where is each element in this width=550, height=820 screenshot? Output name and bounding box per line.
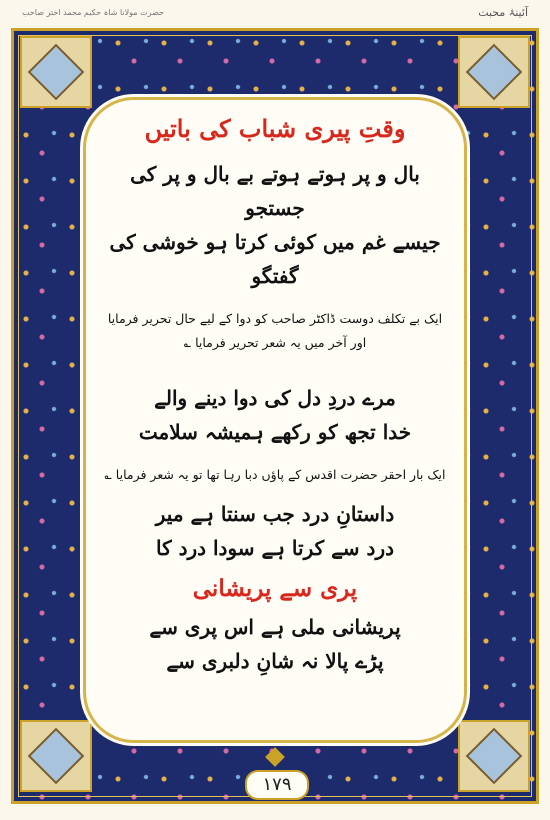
verse-line: درد سے کرتا ہے سودا درد کا bbox=[155, 536, 395, 560]
corner-medallion-top-left bbox=[20, 36, 92, 108]
corner-medallion-top-right bbox=[458, 36, 530, 108]
verse-line: مرے دردِ دل کی دوا دینے والے bbox=[154, 386, 396, 410]
verse-line: پریشانی ملی ہے اس پری سے bbox=[149, 615, 401, 639]
verse-line: پڑے پالا نہ شانِ دلبری سے bbox=[166, 649, 384, 673]
verse-line: خدا تجھ کو رکھے ہمیشہ سلامت bbox=[138, 420, 412, 444]
sub-heading: پری سے پریشانی bbox=[192, 575, 358, 602]
page-content bbox=[104, 110, 446, 678]
running-header-title: آئینۂ محبت bbox=[478, 6, 528, 19]
corner-medallion-bottom-left bbox=[20, 720, 92, 792]
verse-line: جیسے غم میں کوئی کرتا ہو خوشی کی گفتگو bbox=[109, 230, 441, 288]
verse-line: بال و پر ہوتے ہوتے بے بال و پر کی جستجو bbox=[130, 162, 420, 220]
verse-line: داستانِ درد جب سنتا ہے میر bbox=[155, 502, 395, 526]
prose-paragraph: ایک بار احقر حضرت اقدس کے پاؤں دبا رہا تھا تو یہ شعر فرمایا ؎ bbox=[104, 467, 446, 482]
corner-medallion-bottom-right bbox=[458, 720, 530, 792]
section-title: وقتِ پیری شباب کی باتیں bbox=[144, 114, 406, 143]
top-bar bbox=[0, 0, 550, 28]
running-header-left: حضرت مولانا شاہ حکیم محمد اختر صاحب bbox=[22, 8, 164, 17]
prose-paragraph: ایک بے تکلف دوست ڈاکٹر صاحب کو دوا کے لیے حال تحریر فرمایا اور آخر میں یہ شعر تحریر فرمایا ؎ bbox=[107, 311, 443, 350]
page-number: ١٧٩ bbox=[245, 770, 309, 800]
